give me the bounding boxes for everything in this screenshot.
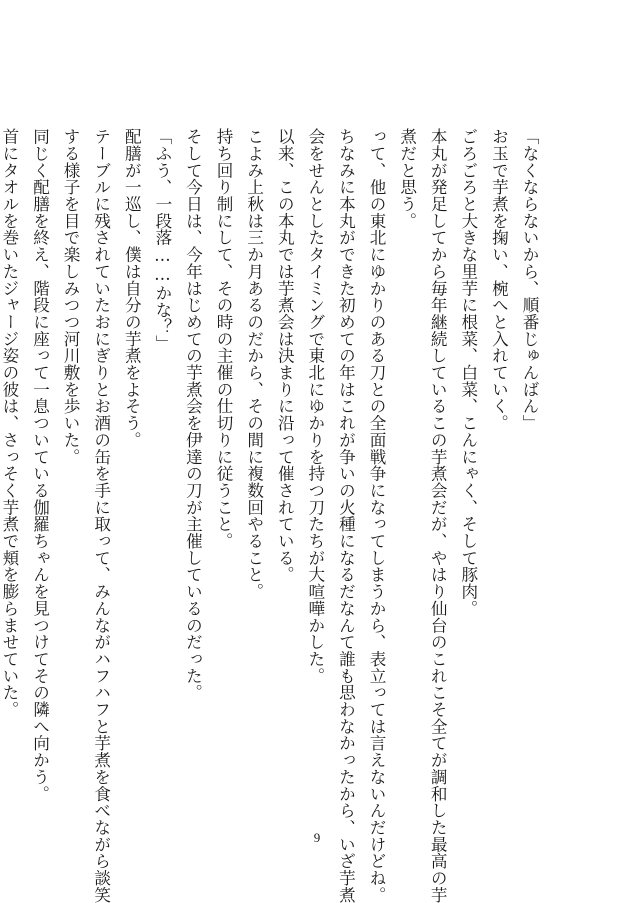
text-line: そして今日は、今年はじめての芋煮会を伊達の刀が主催しているのだった。 — [183, 128, 203, 701]
text-line: 同じく配膳を終え、階段に座って一息ついている伽羅ちゃんを見つけてその隣へ向かう。 — [30, 128, 50, 802]
text-line: 煮だと思う。 — [397, 128, 417, 230]
text-line: ちなみに本丸ができた初めての年はこれが争いの火種になるだなんて誰も思わなかったから、いざ芋煮 — [336, 128, 356, 903]
text-line: こよみ上秋は三か月あるのだから、その間に複数回やること。 — [244, 128, 264, 600]
page-number: 9 — [313, 830, 321, 845]
text-line: 首にタオルを巻いたジャージ姿の彼は、さっそく芋煮で頬を膨らませていた。 — [0, 128, 19, 718]
text-line: テーブルに残されていたおにぎりとお酒の缶を手に取って、みんながハフハフと芋煮を食べながら談笑 — [91, 128, 111, 903]
text-line: 配膳が一巡し、僕は自分の芋煮をよそう。 — [122, 128, 142, 449]
vertical-text-body — [0, 128, 544, 903]
text-line: 本丸が発足してから毎年継続しているこの芋煮会だが、やはり仙台のこれこそ全てが調和した最高の芋 — [428, 128, 448, 903]
text-line: 持ち回り制にして、その時の主催の仕切りに従うこと。 — [214, 128, 234, 550]
text-line: 会をせんとしたタイミングで東北にゆかりを持つ刀たちが大喧嘩かした。 — [305, 128, 325, 685]
text-line: って、他の東北にゆかりのある刀との全面戦争になってしまうから、表立っては言えないんだけどね。 — [367, 128, 387, 903]
text-line: 以来、この本丸では芋煮会は決まりに沿って催されている。 — [275, 128, 295, 583]
text-line: する様子を目で楽しみつつ河川敷を歩いた。 — [61, 128, 81, 465]
text-line: 「ふう、一段落……かな？」 — [152, 128, 172, 352]
text-line: ごろごろと大きな里芋に根菜、白菜、こんにゃく、そして豚肉。 — [458, 128, 478, 617]
text-line: 「なくならないから、順番じゅんばん」 — [520, 128, 539, 432]
text-line: お玉で芋煮を掬い、椀へと入れていく。 — [489, 128, 509, 432]
